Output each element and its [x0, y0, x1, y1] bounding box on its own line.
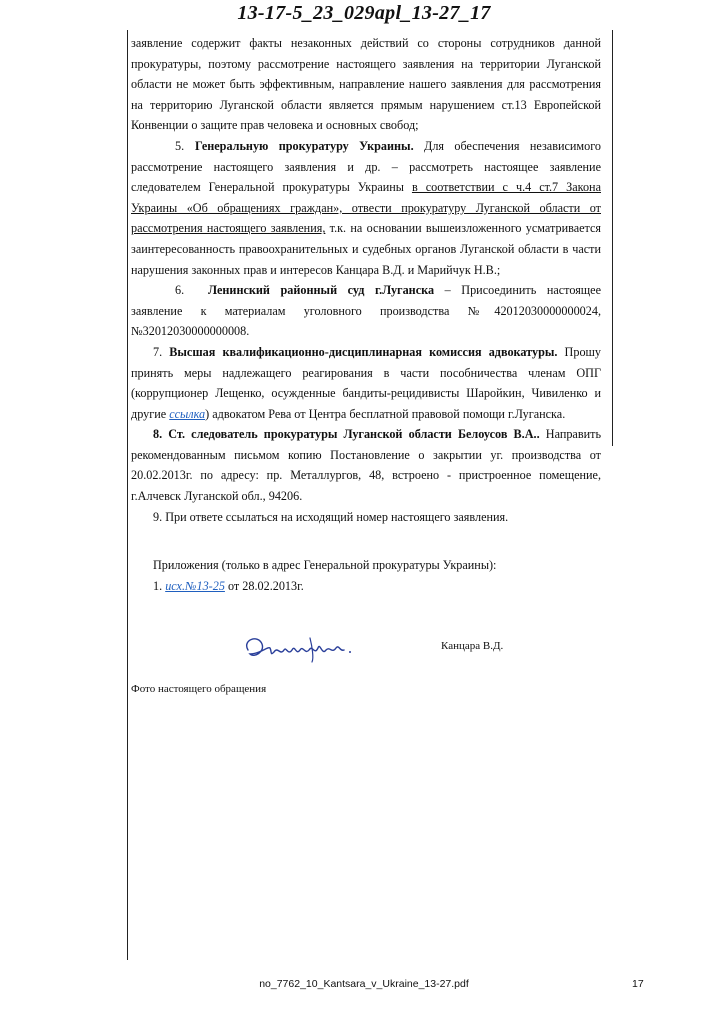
- paragraph-8: [131, 424, 601, 506]
- right-margin-rule: [612, 30, 613, 446]
- paragraph-7-number: 7.: [153, 344, 163, 359]
- paragraph-5-number: 5.: [175, 138, 185, 153]
- attachment-item-suffix: от 28.02.2013г.: [224, 578, 304, 593]
- attachments-block: [131, 555, 601, 596]
- attachment-item-link[interactable]: исх.№13-25: [165, 578, 225, 593]
- paragraph-8-addressee: Ст. следователь прокуратуры Луганской области Белоусов В.А..: [168, 427, 540, 442]
- paragraph-7-link[interactable]: ссылка: [169, 406, 206, 421]
- paragraph-7: [131, 342, 601, 424]
- attachment-item: [131, 576, 601, 597]
- paragraph-7-text-1: Прошу принять меры надлежащего реагирования в части пособничества членам ОПГ (коррупционер Лещенко, осужденные бандиты-рецидивисты Шаройкин, Чивиленко и другие: [131, 344, 602, 421]
- paragraph-5: [131, 136, 601, 280]
- footer-page-number: 17: [632, 978, 644, 990]
- paragraph-8-text: Направить рекомендованным письмом копию Постановление о закрытии уг. производства от 20.02.2013г. по адресу: пр. Металлургов, 48, встроено - пристроенное помещение, г.Алчевск Луганской обл., 94206.: [131, 427, 602, 504]
- paragraph-7-addressee: Высшая квалификационно-дисциплинарная комиссия адвокатуры.: [169, 344, 558, 359]
- paragraph-7-text-2: ) адвокатом Рева от Центра бесплатной правовой помощи г.Луганска.: [205, 406, 566, 421]
- signer-name: Канцара В.Д.: [441, 640, 504, 652]
- paragraph-6: [131, 280, 601, 342]
- handwritten-signature: [240, 628, 370, 668]
- paragraph-5-underlined: в соответствии с ч.4 ст.7 Закона Украины «Об обращениях граждан», отвести прокуратуру Луганской области от рассмотрения настоящего заявления,: [131, 180, 601, 236]
- footer-filename: no_7762_10_Kantsara_v_Ukraine_13-27.pdf: [259, 978, 469, 990]
- photo-caption: Фото настоящего обращения: [131, 683, 267, 695]
- paragraph-5-addressee: Генеральную прокуратуру Украины.: [195, 138, 414, 153]
- paragraph-9: 9. При ответе ссылаться на исходящий номер настоящего заявления.: [153, 509, 509, 524]
- paragraph-6-text: – Присоединить настоящее заявление к материалам уголовного производства №42012030000000024, №32012030000000008.: [131, 283, 601, 339]
- attachments-heading: Приложения (только в адрес Генеральной прокуратуры Украины):: [153, 558, 497, 573]
- left-margin-rule: [127, 30, 128, 960]
- spacer: [131, 527, 601, 547]
- document-body: [131, 33, 601, 596]
- paragraph-6-number: 6.: [175, 283, 185, 298]
- attachment-item-prefix: 1.: [153, 578, 166, 593]
- signature-area: [240, 628, 370, 673]
- paragraph-intro: заявление содержит факты незаконных действий со стороны сотрудников данной прокуратуры, поэтому рассмотрение настоящего заявления на территории Луганской области не может быть эффективным, направление нашего заявления для рассмотрения на территорию Луганской области является прямым нарушением ст.13 Европейской Конвенции о защите прав человека и основных свобод;: [131, 36, 601, 133]
- document-header-title: 13-17-5_23_029apl_13-27_17: [237, 2, 491, 24]
- paragraph-6-addressee: Ленинский районный суд г.Луганска: [208, 283, 435, 298]
- paragraph-5-text-1: Для обеспечения независимого рассмотрение настоящего заявления и др. – рассмотреть настоящее заявление следователем Генеральной прокуратуры Украины: [131, 138, 601, 195]
- paragraph-8-number: 8.: [153, 427, 163, 442]
- paragraph-5-text-2: т.к. на основании вышеизложенного усматривается заинтересованность правоохранительных и судебных органов Луганской области в части нарушения законных прав и интересов Канцара В.Д. и Марийчук Н.В.;: [131, 221, 602, 277]
